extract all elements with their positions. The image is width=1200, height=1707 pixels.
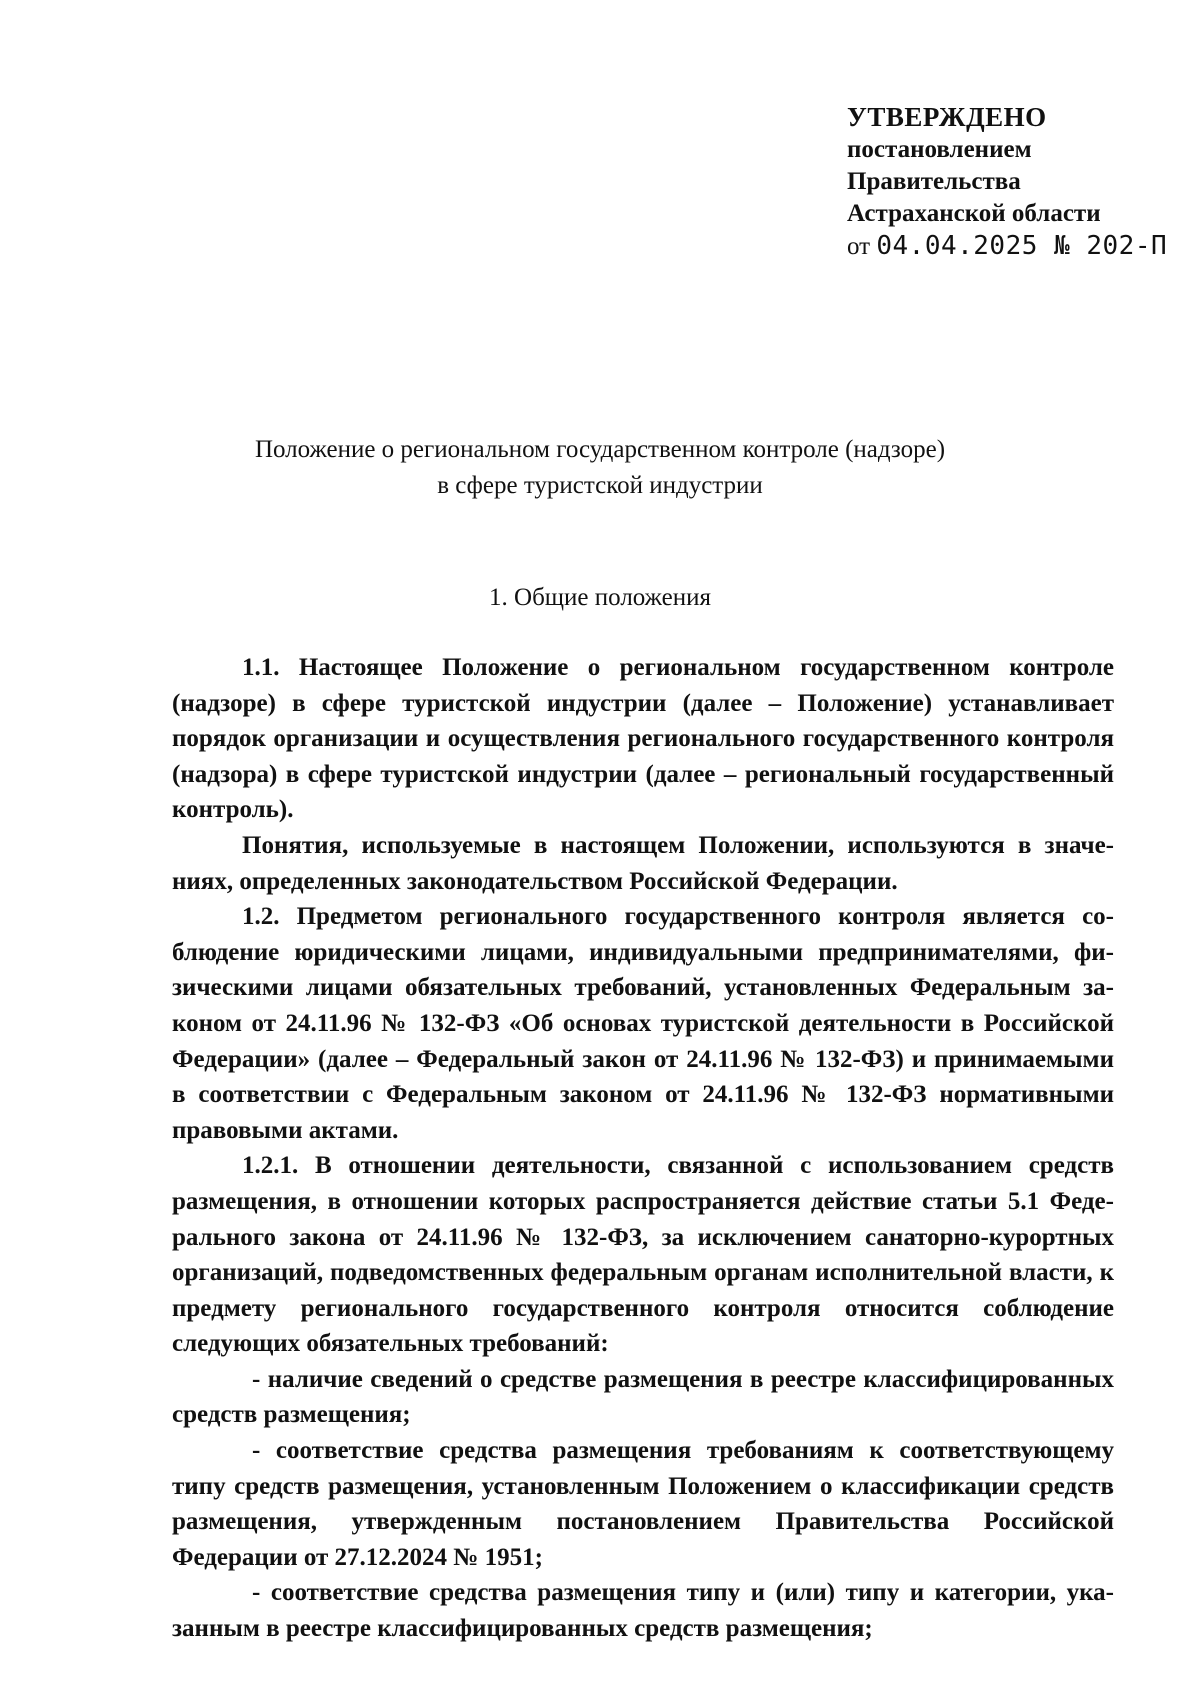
document-title-line: Положение о региональном государственном контроле (надзоре) xyxy=(254,436,946,463)
list-item: - наличие сведений о средстве размещения в реестре классифицированных средств размещения; xyxy=(172,1365,1114,1429)
approval-reference-stamp: 04.04.2025 № 202-П xyxy=(876,231,1168,261)
paragraph: Понятия, используемые в настоящем Положении, используются в значениях, определенных законодательством Российской Федерации. xyxy=(172,831,1114,895)
list-item: - соответствие средства размещения требованиям к соответствующему типу средств размещения, установленным Положением о классификации средств размещения, утвержденным постановлением Правительства Российской Федерации от 27.12.2024 № 1951; xyxy=(172,1437,1114,1571)
paragraph: 1.2. Предметом регионального государственного контроля является соблюдение юридическими лицами, индивидуальными предпринимателями, физическими лицами обязательных требований, установленных Федеральным законом от 24.11.96 № 132-ФЗ «Об основах туристской деятельности в Российской Федерации» (далее – Федеральный закон от 24.11.96 № 132-ФЗ) и принимаемыми в соответствии с Федеральным законом от 24.11.96 № 132-ФЗ нормативными правовыми актами. xyxy=(172,903,1114,1144)
approval-heading: УТВЕРЖДЕНО xyxy=(847,102,1047,132)
document-body xyxy=(172,650,1114,1647)
approval-line: постановлением xyxy=(847,136,1032,163)
approval-block xyxy=(847,100,1167,263)
list-item: - соответствие средства размещения типу и (или) типу и категории, указанным в реестре классифицированных средств размещения; xyxy=(172,1579,1114,1643)
document-title-line: в сфере туристской индустрии xyxy=(437,472,763,499)
approval-reference xyxy=(847,230,1167,263)
approval-line: Астраханской области xyxy=(847,200,1101,227)
paragraph: 1.1. Настоящее Положение о региональном государственном контроле (надзоре) в сфере туристской индустрии (далее – Положение) устанавливает порядок организации и осуществления регионального государственного контроля (надзора) в сфере туристской индустрии (далее – региональный государственный контроль). xyxy=(172,654,1114,824)
approval-reference-prefix: от xyxy=(847,233,877,260)
section-heading: 1. Общие положения xyxy=(489,584,711,611)
document-title xyxy=(0,432,1200,504)
paragraph: 1.2.1. В отношении деятельности, связанной с использованием средств размещения, в отношении которых распространяется действие статьи 5.1 Федерального закона от 24.11.96 № 132-ФЗ, за исключением санаторно-курортных организаций, подведомственных федеральным органам исполнительной власти, к предмету регионального государственного контроля относится соблюдение следующих обязательных требований: xyxy=(172,1152,1114,1358)
approval-line: Правительства xyxy=(847,168,1021,195)
